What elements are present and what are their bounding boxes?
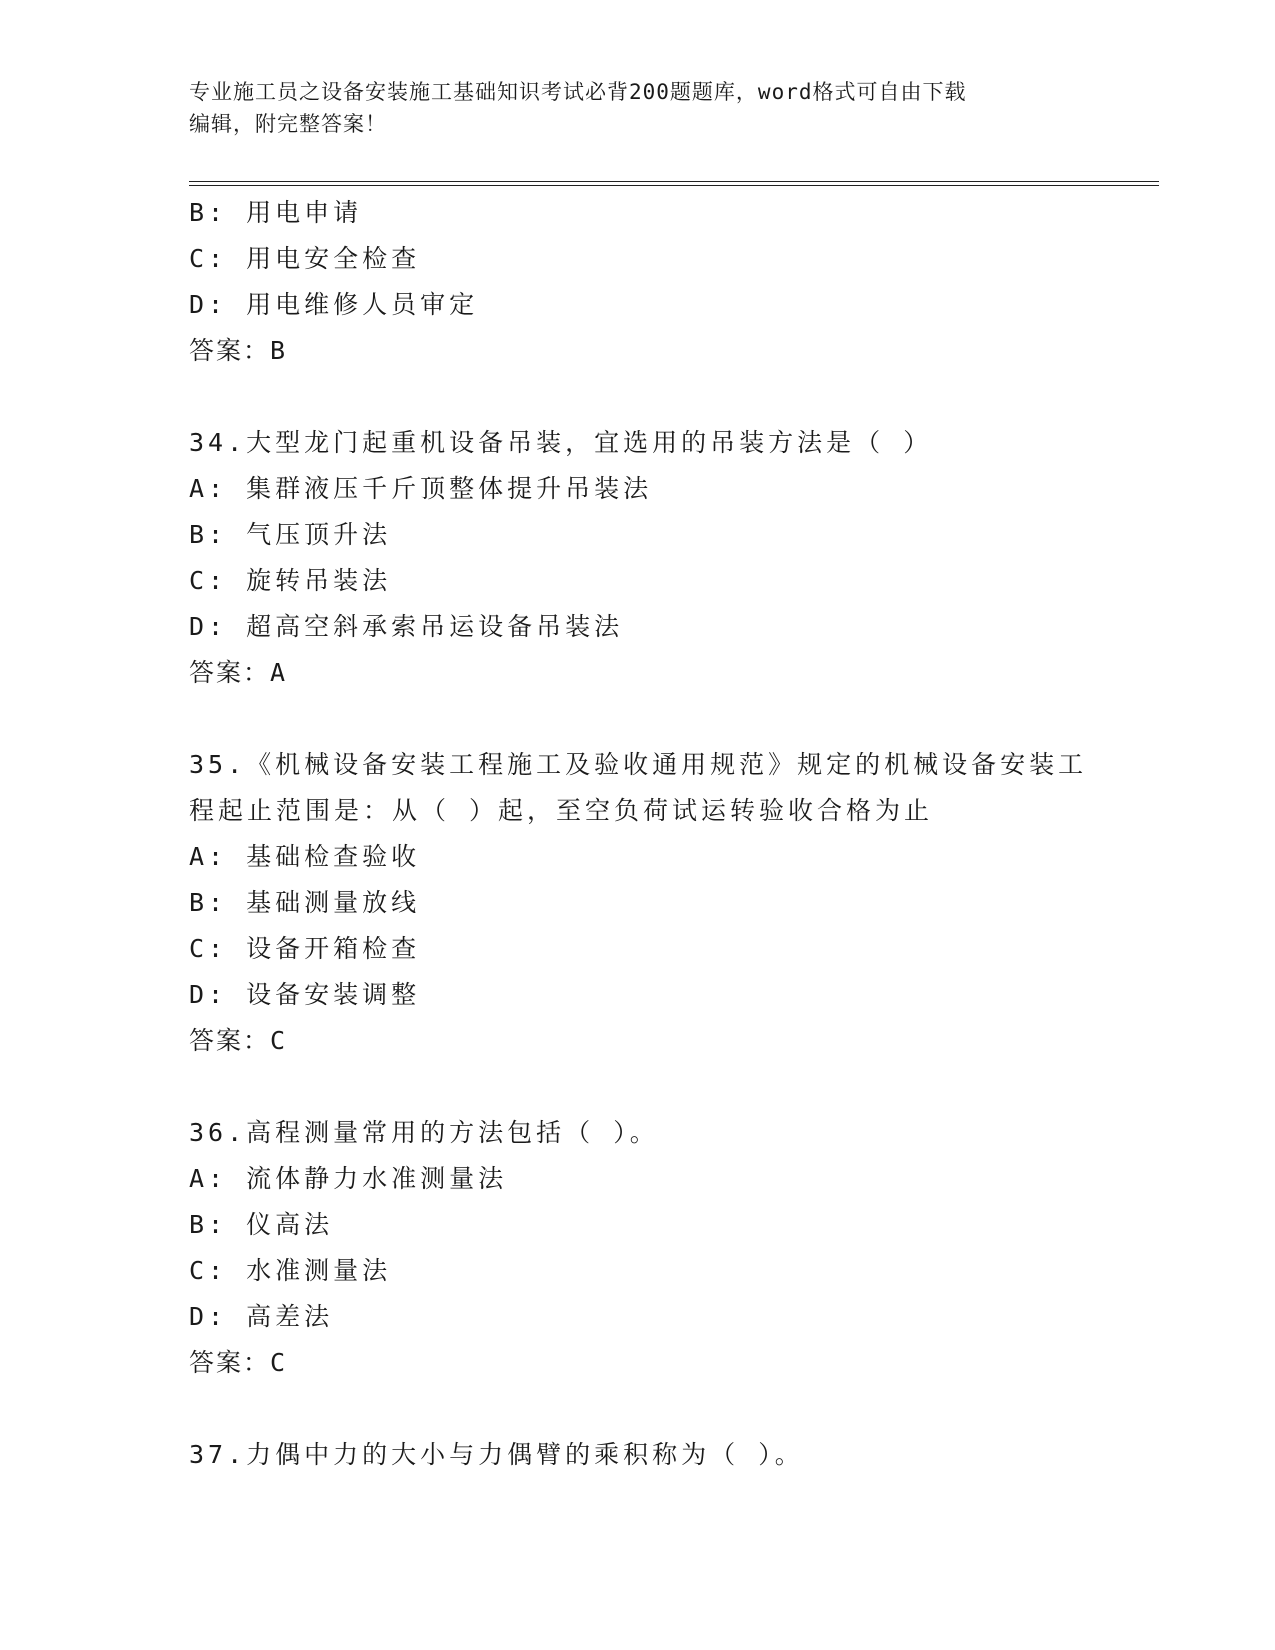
option-d: D: 用电维修人员审定	[189, 290, 479, 319]
question-37	[189, 1432, 1089, 1478]
header-divider-bottom	[189, 185, 1159, 186]
header-title-line-1: 专业施工员之设备安装施工基础知识考试必背200题题库，word格式可自由下载	[189, 80, 967, 104]
question-34	[189, 420, 1089, 696]
option-a: A: 基础检查验收	[189, 842, 421, 871]
question-stem-line-1: 35.《机械设备安装工程施工及验收通用规范》规定的机械设备安装工	[189, 750, 1088, 779]
answer-line: 答案：C	[189, 1026, 288, 1055]
spacer	[189, 696, 1089, 742]
answer-line: 答案：C	[189, 1348, 288, 1377]
option-a: A: 集群液压千斤顶整体提升吊装法	[189, 474, 653, 503]
header-title-line-2: 编辑，附完整答案！	[189, 112, 387, 136]
spacer	[189, 374, 1089, 420]
option-b: B: 气压顶升法	[189, 520, 392, 549]
header-divider-top	[189, 181, 1159, 182]
answer-line: 答案：B	[189, 336, 288, 365]
question-36	[189, 1110, 1089, 1386]
question-stem: 37.力偶中力的大小与力偶臂的乘积称为（ ）。	[189, 1440, 804, 1469]
option-d: D: 高差法	[189, 1302, 334, 1331]
option-c: C: 水准测量法	[189, 1256, 392, 1285]
question-stem-line-2: 程起止范围是：从（ ）起，至空负荷试运转验收合格为止	[189, 796, 934, 825]
answer-line: 答案：A	[189, 658, 288, 687]
question-stem: 36.高程测量常用的方法包括（ ）。	[189, 1118, 659, 1147]
option-d: D: 设备安装调整	[189, 980, 421, 1009]
question-stem: 34.大型龙门起重机设备吊装，宜选用的吊装方法是（ ）	[189, 428, 933, 457]
spacer	[189, 1064, 1089, 1110]
option-c: C: 设备开箱检查	[189, 934, 421, 963]
option-b: B: 基础测量放线	[189, 888, 421, 917]
spacer	[189, 1386, 1089, 1432]
option-c: C: 旋转吊装法	[189, 566, 392, 595]
page-header	[189, 76, 1089, 140]
question-33-remainder	[189, 190, 1089, 374]
option-d: D: 超高空斜承索吊运设备吊装法	[189, 612, 624, 641]
option-b: B: 用电申请	[189, 198, 363, 227]
option-a: A: 流体静力水准测量法	[189, 1164, 508, 1193]
option-b: B: 仪高法	[189, 1210, 334, 1239]
question-list	[189, 190, 1089, 1478]
question-35	[189, 742, 1089, 1064]
option-c: C: 用电安全检查	[189, 244, 421, 273]
